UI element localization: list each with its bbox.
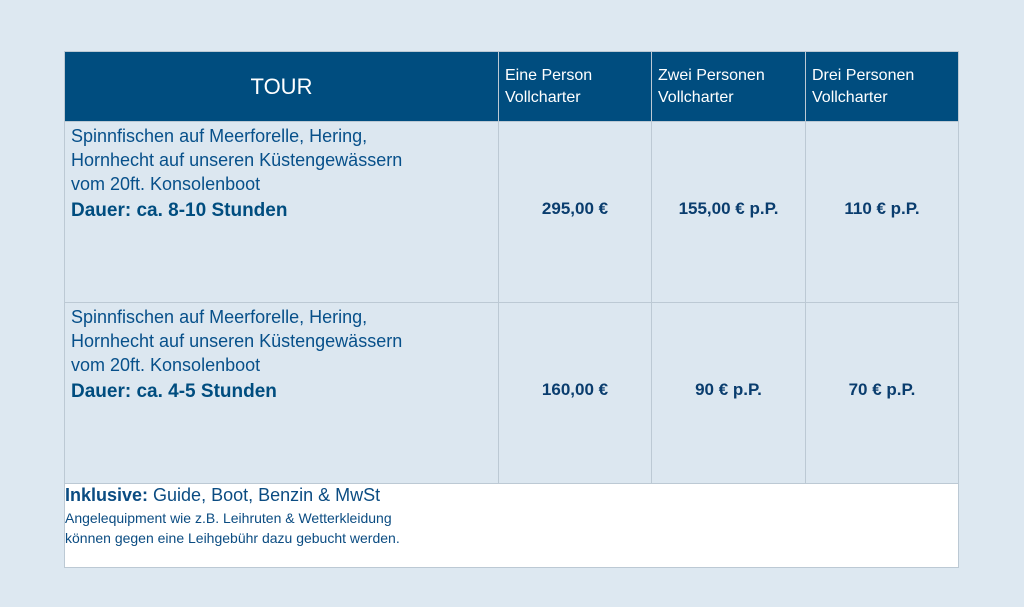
price-table (64, 51, 959, 568)
equipment-note (65, 508, 958, 548)
description-line: Hornhecht auf unseren Küstengewässern (71, 150, 403, 170)
tour-column-header: TOUR (65, 52, 499, 122)
column-header-line1: Eine Person (505, 66, 593, 84)
footer-row (65, 484, 959, 568)
header-row (65, 52, 959, 122)
price-one-person: 160,00 € (499, 303, 652, 484)
tour-description (65, 303, 499, 484)
description-line: Spinnfischen auf Meerforelle, Hering, (71, 307, 368, 327)
column-header-line1: Zwei Personen (658, 66, 765, 84)
description-line: Spinnfischen auf Meerforelle, Hering, (71, 126, 368, 146)
equipment-note-line: können gegen eine Leihgebühr dazu gebucht werden. (65, 530, 400, 546)
three-persons-column-header (806, 52, 959, 122)
price-one-person: 295,00 € (499, 122, 652, 303)
inclusive-note (65, 484, 959, 568)
table-row (65, 303, 959, 484)
one-person-column-header (499, 52, 652, 122)
description-line: vom 20ft. Konsolenboot (71, 174, 261, 194)
price-three-persons: 70 € p.P. (806, 303, 959, 484)
price-two-persons: 90 € p.P. (652, 303, 806, 484)
column-header-line2: Vollcharter (812, 88, 888, 106)
equipment-note-line: Angelequipment wie z.B. Leihruten & Wetterkleidung (65, 510, 392, 526)
tour-duration: Dauer: ca. 4-5 Stunden (71, 381, 277, 402)
column-header-line2: Vollcharter (658, 88, 734, 106)
tour-description (65, 122, 499, 303)
description-line: Hornhecht auf unseren Küstengewässern (71, 331, 403, 351)
inclusive-items: Guide, Boot, Benzin & MwSt (148, 485, 381, 505)
price-three-persons: 110 € p.P. (806, 122, 959, 303)
price-two-persons: 155,00 € p.P. (652, 122, 806, 303)
tour-duration: Dauer: ca. 8-10 Stunden (71, 200, 288, 221)
column-header-line1: Drei Personen (812, 66, 915, 84)
table-row (65, 122, 959, 303)
column-header-line2: Vollcharter (505, 88, 581, 106)
inclusive-line (65, 484, 958, 506)
two-persons-column-header (652, 52, 806, 122)
description-line: vom 20ft. Konsolenboot (71, 355, 261, 375)
inclusive-label: Inklusive: (65, 485, 149, 505)
